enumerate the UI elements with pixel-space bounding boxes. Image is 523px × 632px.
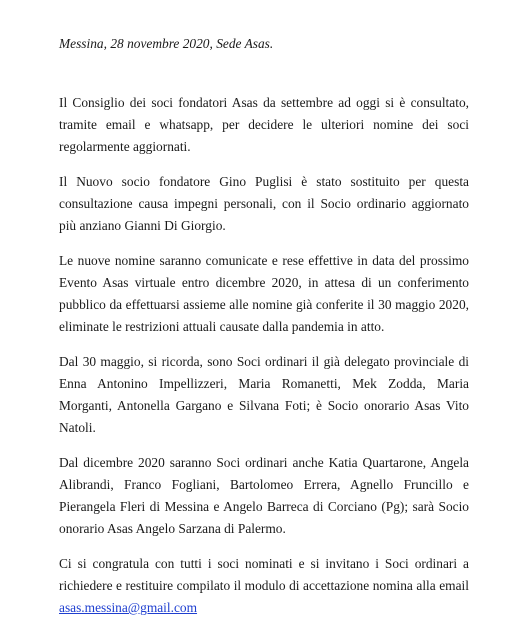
paragraph-may-members: Dal 30 maggio, si ricorda, sono Soci ordinari il già delegato provinciale di Enna Antonino Impellizzeri, Maria Romanetti, Mek Zodda, Maria Morganti, Antonella Gargano e Silvana Foti; è Socio onorario Asas Vito Natoli. [59, 354, 469, 435]
email-link[interactable]: asas.messina@gmail.com [59, 600, 198, 615]
paragraph-consultation: Il Consiglio dei soci fondatori Asas da settembre ad oggi si è consultato, tramite email e whatsapp, per decidere le ulteriori nomine dei soci regolarmente aggiornati. [59, 95, 469, 154]
letter-body [59, 92, 469, 632]
closing-text: Ci si congratula con tutti i soci nominati e si invitano i Soci ordinari a richiedere e restituire compilato il modulo di accettazione nomina alla email [59, 556, 469, 593]
paragraph-closing [59, 553, 469, 619]
paragraph-december-members: Dal dicembre 2020 saranno Soci ordinari anche Katia Quartarone, Angela Alibrandi, Franco Fogliani, Bartolomeo Errera, Agnello Fruncillo e Pierangela Fleri di Messina e Angelo Barreca di Corciano (Pg); sarà Socio onorario Asas Angelo Sarzana di Palermo. [59, 455, 469, 536]
dateline: Messina, 28 novembre 2020, Sede Asas. [59, 36, 274, 51]
paragraph-new-nominations: Le nuove nomine saranno comunicate e rese effettive in data del prossimo Evento Asas virtuale entro dicembre 2020, in attesa di un conferimento pubblico da effettuarsi assieme alle nomine già conferite il 30 maggio 2020, eliminate le restrizioni attuali causate dalla pandemia in atto. [59, 253, 469, 334]
paragraph-substitution: Il Nuovo socio fondatore Gino Puglisi è stato sostituito per questa consultazione causa impegni personali, con il Socio ordinario aggiornato più anziano Gianni Di Giorgio. [59, 174, 469, 233]
